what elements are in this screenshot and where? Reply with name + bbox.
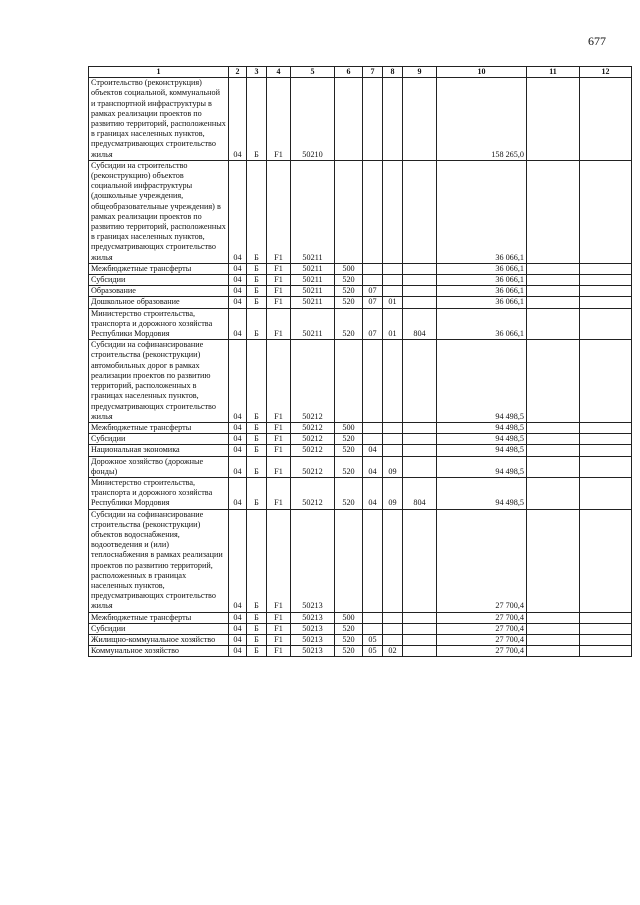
row-name: Строительство (реконструкция) объектов социальной, коммунальной и транспортной инфраструктуры в рамках реализации проектов по развитию территорий, расположенных в границах населенных пунктов, предусматривающих строительство жилья	[89, 78, 229, 161]
cell-c9	[403, 509, 437, 612]
cell-c2: 04	[229, 297, 247, 308]
cell-c10: 36 066,1	[437, 308, 527, 340]
row-name: Национальная экономика	[89, 445, 229, 456]
cell-c4: F1	[267, 422, 291, 433]
cell-c4: F1	[267, 634, 291, 645]
cell-c9	[403, 297, 437, 308]
cell-c6: 520	[335, 634, 363, 645]
cell-c5: 50211	[291, 297, 335, 308]
cell-c8	[383, 612, 403, 623]
cell-c10: 158 265,0	[437, 78, 527, 161]
cell-c2: 04	[229, 308, 247, 340]
cell-c5: 50213	[291, 623, 335, 634]
cell-c4: F1	[267, 297, 291, 308]
cell-c3: Б	[247, 308, 267, 340]
cell-c6	[335, 509, 363, 612]
cell-c7	[363, 422, 383, 433]
cell-c12	[580, 509, 632, 612]
cell-c4: F1	[267, 646, 291, 657]
cell-c4: F1	[267, 308, 291, 340]
cell-c3: Б	[247, 340, 267, 423]
page-number: 677	[588, 34, 606, 48]
cell-c9	[403, 623, 437, 634]
cell-c12	[580, 422, 632, 433]
cell-c4: F1	[267, 78, 291, 161]
cell-c11	[527, 286, 580, 297]
cell-c5: 50210	[291, 78, 335, 161]
cell-c11	[527, 308, 580, 340]
cell-c10: 36 066,1	[437, 275, 527, 286]
cell-c9	[403, 160, 437, 263]
cell-c9	[403, 434, 437, 445]
cell-c12	[580, 78, 632, 161]
cell-c5: 50211	[291, 263, 335, 274]
cell-c8	[383, 422, 403, 433]
cell-c4: F1	[267, 286, 291, 297]
cell-c12	[580, 160, 632, 263]
cell-c9	[403, 634, 437, 645]
cell-c7	[363, 623, 383, 634]
cell-c6: 520	[335, 646, 363, 657]
cell-c2: 04	[229, 286, 247, 297]
cell-c3: Б	[247, 612, 267, 623]
cell-c11	[527, 263, 580, 274]
cell-c11	[527, 434, 580, 445]
table-row	[89, 297, 632, 308]
cell-c12	[580, 308, 632, 340]
row-name: Субсидии на строительство (реконструкцию) объектов социальной инфраструктуры (дошкольные учреждения, общеобразовательные учреждения) в рамках реализации проектов по развитию территорий, расположенных в границах населенных пунктов, предусматривающих строительство жилья	[89, 160, 229, 263]
cell-c3: Б	[247, 509, 267, 612]
cell-c4: F1	[267, 275, 291, 286]
cell-c5: 50211	[291, 308, 335, 340]
cell-c10: 36 066,1	[437, 297, 527, 308]
cell-c7: 07	[363, 308, 383, 340]
cell-c4: F1	[267, 477, 291, 509]
table-header-row	[89, 67, 632, 78]
table-row	[89, 509, 632, 612]
cell-c5: 50213	[291, 634, 335, 645]
cell-c7	[363, 340, 383, 423]
cell-c6: 500	[335, 263, 363, 274]
cell-c9	[403, 340, 437, 423]
cell-c11	[527, 456, 580, 477]
column-header-12: 12	[580, 67, 632, 78]
cell-c12	[580, 623, 632, 634]
cell-c9	[403, 646, 437, 657]
cell-c3: Б	[247, 286, 267, 297]
cell-c5: 50213	[291, 612, 335, 623]
cell-c5: 50212	[291, 422, 335, 433]
cell-c6: 520	[335, 286, 363, 297]
cell-c12	[580, 340, 632, 423]
cell-c10: 27 700,4	[437, 634, 527, 645]
cell-c8: 09	[383, 477, 403, 509]
cell-c3: Б	[247, 422, 267, 433]
column-header-10: 10	[437, 67, 527, 78]
cell-c11	[527, 612, 580, 623]
cell-c7: 05	[363, 646, 383, 657]
row-name: Министерство строительства, транспорта и дорожного хозяйства Республики Мордовия	[89, 477, 229, 509]
table-row	[89, 445, 632, 456]
cell-c5: 50212	[291, 477, 335, 509]
column-header-1: 1	[89, 67, 229, 78]
table-row	[89, 612, 632, 623]
cell-c3: Б	[247, 477, 267, 509]
row-name: Дорожное хозяйство (дорожные фонды)	[89, 456, 229, 477]
cell-c8	[383, 263, 403, 274]
row-name: Жилищно-коммунальное хозяйство	[89, 634, 229, 645]
row-name: Субсидии	[89, 275, 229, 286]
cell-c12	[580, 456, 632, 477]
budget-table	[88, 66, 632, 657]
cell-c2: 04	[229, 275, 247, 286]
cell-c9	[403, 422, 437, 433]
cell-c8	[383, 286, 403, 297]
cell-c5: 50211	[291, 275, 335, 286]
cell-c11	[527, 340, 580, 423]
column-header-11: 11	[527, 67, 580, 78]
cell-c2: 04	[229, 612, 247, 623]
cell-c6: 520	[335, 308, 363, 340]
cell-c2: 04	[229, 434, 247, 445]
cell-c9: 804	[403, 308, 437, 340]
cell-c2: 04	[229, 263, 247, 274]
cell-c4: F1	[267, 612, 291, 623]
table-row	[89, 340, 632, 423]
column-header-8: 8	[383, 67, 403, 78]
cell-c12	[580, 634, 632, 645]
cell-c3: Б	[247, 456, 267, 477]
cell-c8	[383, 623, 403, 634]
cell-c5: 50212	[291, 456, 335, 477]
cell-c6: 520	[335, 477, 363, 509]
cell-c11	[527, 275, 580, 286]
cell-c3: Б	[247, 275, 267, 286]
cell-c9	[403, 456, 437, 477]
cell-c3: Б	[247, 634, 267, 645]
cell-c12	[580, 445, 632, 456]
cell-c10: 36 066,1	[437, 160, 527, 263]
table-row	[89, 286, 632, 297]
row-name: Коммунальное хозяйство	[89, 646, 229, 657]
cell-c7	[363, 160, 383, 263]
cell-c10: 94 498,5	[437, 434, 527, 445]
cell-c7: 07	[363, 297, 383, 308]
cell-c2: 04	[229, 445, 247, 456]
row-name: Субсидии на софинансирование строительства (реконструкции) объектов водоснабжения, водоотведения и (или) теплоснабжения в рамках реализации проектов по развитию территорий, расположенных в границах населенных пунктов, предусматривающих строительство жилья	[89, 509, 229, 612]
table-row	[89, 422, 632, 433]
cell-c11	[527, 509, 580, 612]
cell-c6	[335, 78, 363, 161]
cell-c11	[527, 160, 580, 263]
cell-c6: 520	[335, 456, 363, 477]
table-row	[89, 78, 632, 161]
table-row	[89, 160, 632, 263]
table-row	[89, 477, 632, 509]
cell-c10: 94 498,5	[437, 445, 527, 456]
row-name: Дошкольное образование	[89, 297, 229, 308]
column-header-9: 9	[403, 67, 437, 78]
cell-c9: 804	[403, 477, 437, 509]
cell-c2: 04	[229, 340, 247, 423]
cell-c6: 520	[335, 445, 363, 456]
cell-c4: F1	[267, 456, 291, 477]
cell-c6: 500	[335, 422, 363, 433]
cell-c2: 04	[229, 422, 247, 433]
cell-c5: 50212	[291, 445, 335, 456]
cell-c8	[383, 634, 403, 645]
cell-c6	[335, 160, 363, 263]
cell-c2: 04	[229, 646, 247, 657]
cell-c3: Б	[247, 646, 267, 657]
cell-c5: 50213	[291, 509, 335, 612]
cell-c11	[527, 297, 580, 308]
column-header-7: 7	[363, 67, 383, 78]
cell-c8	[383, 445, 403, 456]
cell-c10: 36 066,1	[437, 263, 527, 274]
table-row	[89, 634, 632, 645]
cell-c7: 07	[363, 286, 383, 297]
cell-c6: 520	[335, 297, 363, 308]
cell-c12	[580, 297, 632, 308]
cell-c5: 50211	[291, 286, 335, 297]
cell-c3: Б	[247, 445, 267, 456]
cell-c4: F1	[267, 160, 291, 263]
cell-c8: 09	[383, 456, 403, 477]
table-row	[89, 456, 632, 477]
cell-c2: 04	[229, 78, 247, 161]
cell-c4: F1	[267, 434, 291, 445]
row-name: Субсидии	[89, 434, 229, 445]
cell-c6: 500	[335, 612, 363, 623]
cell-c2: 04	[229, 160, 247, 263]
cell-c8: 01	[383, 297, 403, 308]
cell-c10: 27 700,4	[437, 509, 527, 612]
table-row	[89, 275, 632, 286]
table-row	[89, 623, 632, 634]
cell-c6: 520	[335, 434, 363, 445]
cell-c10: 94 498,5	[437, 477, 527, 509]
table-row	[89, 646, 632, 657]
cell-c6: 520	[335, 275, 363, 286]
row-name: Министерство строительства, транспорта и дорожного хозяйства Республики Мордовия	[89, 308, 229, 340]
cell-c6	[335, 340, 363, 423]
row-name: Межбюджетные трансферты	[89, 422, 229, 433]
cell-c8	[383, 340, 403, 423]
cell-c5: 50212	[291, 340, 335, 423]
cell-c12	[580, 434, 632, 445]
cell-c4: F1	[267, 445, 291, 456]
cell-c12	[580, 275, 632, 286]
cell-c7: 04	[363, 445, 383, 456]
cell-c4: F1	[267, 340, 291, 423]
table-row	[89, 263, 632, 274]
cell-c11	[527, 445, 580, 456]
cell-c11	[527, 634, 580, 645]
cell-c5: 50212	[291, 434, 335, 445]
column-header-6: 6	[335, 67, 363, 78]
cell-c8: 02	[383, 646, 403, 657]
cell-c2: 04	[229, 634, 247, 645]
cell-c3: Б	[247, 160, 267, 263]
cell-c10: 27 700,4	[437, 646, 527, 657]
cell-c2: 04	[229, 456, 247, 477]
cell-c12	[580, 263, 632, 274]
column-header-2: 2	[229, 67, 247, 78]
cell-c4: F1	[267, 509, 291, 612]
cell-c6: 520	[335, 623, 363, 634]
cell-c9	[403, 286, 437, 297]
cell-c2: 04	[229, 509, 247, 612]
cell-c10: 94 498,5	[437, 422, 527, 433]
cell-c9	[403, 612, 437, 623]
cell-c7	[363, 78, 383, 161]
cell-c12	[580, 286, 632, 297]
cell-c10: 94 498,5	[437, 456, 527, 477]
cell-c10: 27 700,4	[437, 612, 527, 623]
cell-c3: Б	[247, 263, 267, 274]
cell-c7	[363, 263, 383, 274]
cell-c9	[403, 263, 437, 274]
cell-c2: 04	[229, 477, 247, 509]
cell-c11	[527, 477, 580, 509]
cell-c11	[527, 646, 580, 657]
cell-c7: 05	[363, 634, 383, 645]
table-row	[89, 308, 632, 340]
cell-c2: 04	[229, 623, 247, 634]
cell-c9	[403, 445, 437, 456]
cell-c8	[383, 509, 403, 612]
cell-c12	[580, 477, 632, 509]
cell-c4: F1	[267, 263, 291, 274]
cell-c10: 94 498,5	[437, 340, 527, 423]
row-name: Образование	[89, 286, 229, 297]
cell-c10: 27 700,4	[437, 623, 527, 634]
row-name: Межбюджетные трансферты	[89, 263, 229, 274]
cell-c7: 04	[363, 456, 383, 477]
cell-c9	[403, 275, 437, 286]
cell-c7	[363, 275, 383, 286]
cell-c8: 01	[383, 308, 403, 340]
cell-c5: 50213	[291, 646, 335, 657]
cell-c8	[383, 78, 403, 161]
cell-c4: F1	[267, 623, 291, 634]
cell-c11	[527, 422, 580, 433]
row-name: Субсидии на софинансирование строительства (реконструкции) автомобильных дорог в рамках реализации проектов по развитию территорий, расположенных в границах населенных пунктов, предусматривающих строительство жилья	[89, 340, 229, 423]
column-header-4: 4	[267, 67, 291, 78]
cell-c9	[403, 78, 437, 161]
cell-c3: Б	[247, 78, 267, 161]
column-header-3: 3	[247, 67, 267, 78]
cell-c7	[363, 434, 383, 445]
cell-c7: 04	[363, 477, 383, 509]
cell-c8	[383, 275, 403, 286]
cell-c12	[580, 612, 632, 623]
cell-c7	[363, 612, 383, 623]
column-header-5: 5	[291, 67, 335, 78]
row-name: Межбюджетные трансферты	[89, 612, 229, 623]
cell-c3: Б	[247, 434, 267, 445]
table-row	[89, 434, 632, 445]
cell-c7	[363, 509, 383, 612]
cell-c10: 36 066,1	[437, 286, 527, 297]
cell-c11	[527, 78, 580, 161]
cell-c8	[383, 434, 403, 445]
cell-c5: 50211	[291, 160, 335, 263]
row-name: Субсидии	[89, 623, 229, 634]
cell-c11	[527, 623, 580, 634]
cell-c12	[580, 646, 632, 657]
cell-c8	[383, 160, 403, 263]
cell-c3: Б	[247, 623, 267, 634]
cell-c3: Б	[247, 297, 267, 308]
